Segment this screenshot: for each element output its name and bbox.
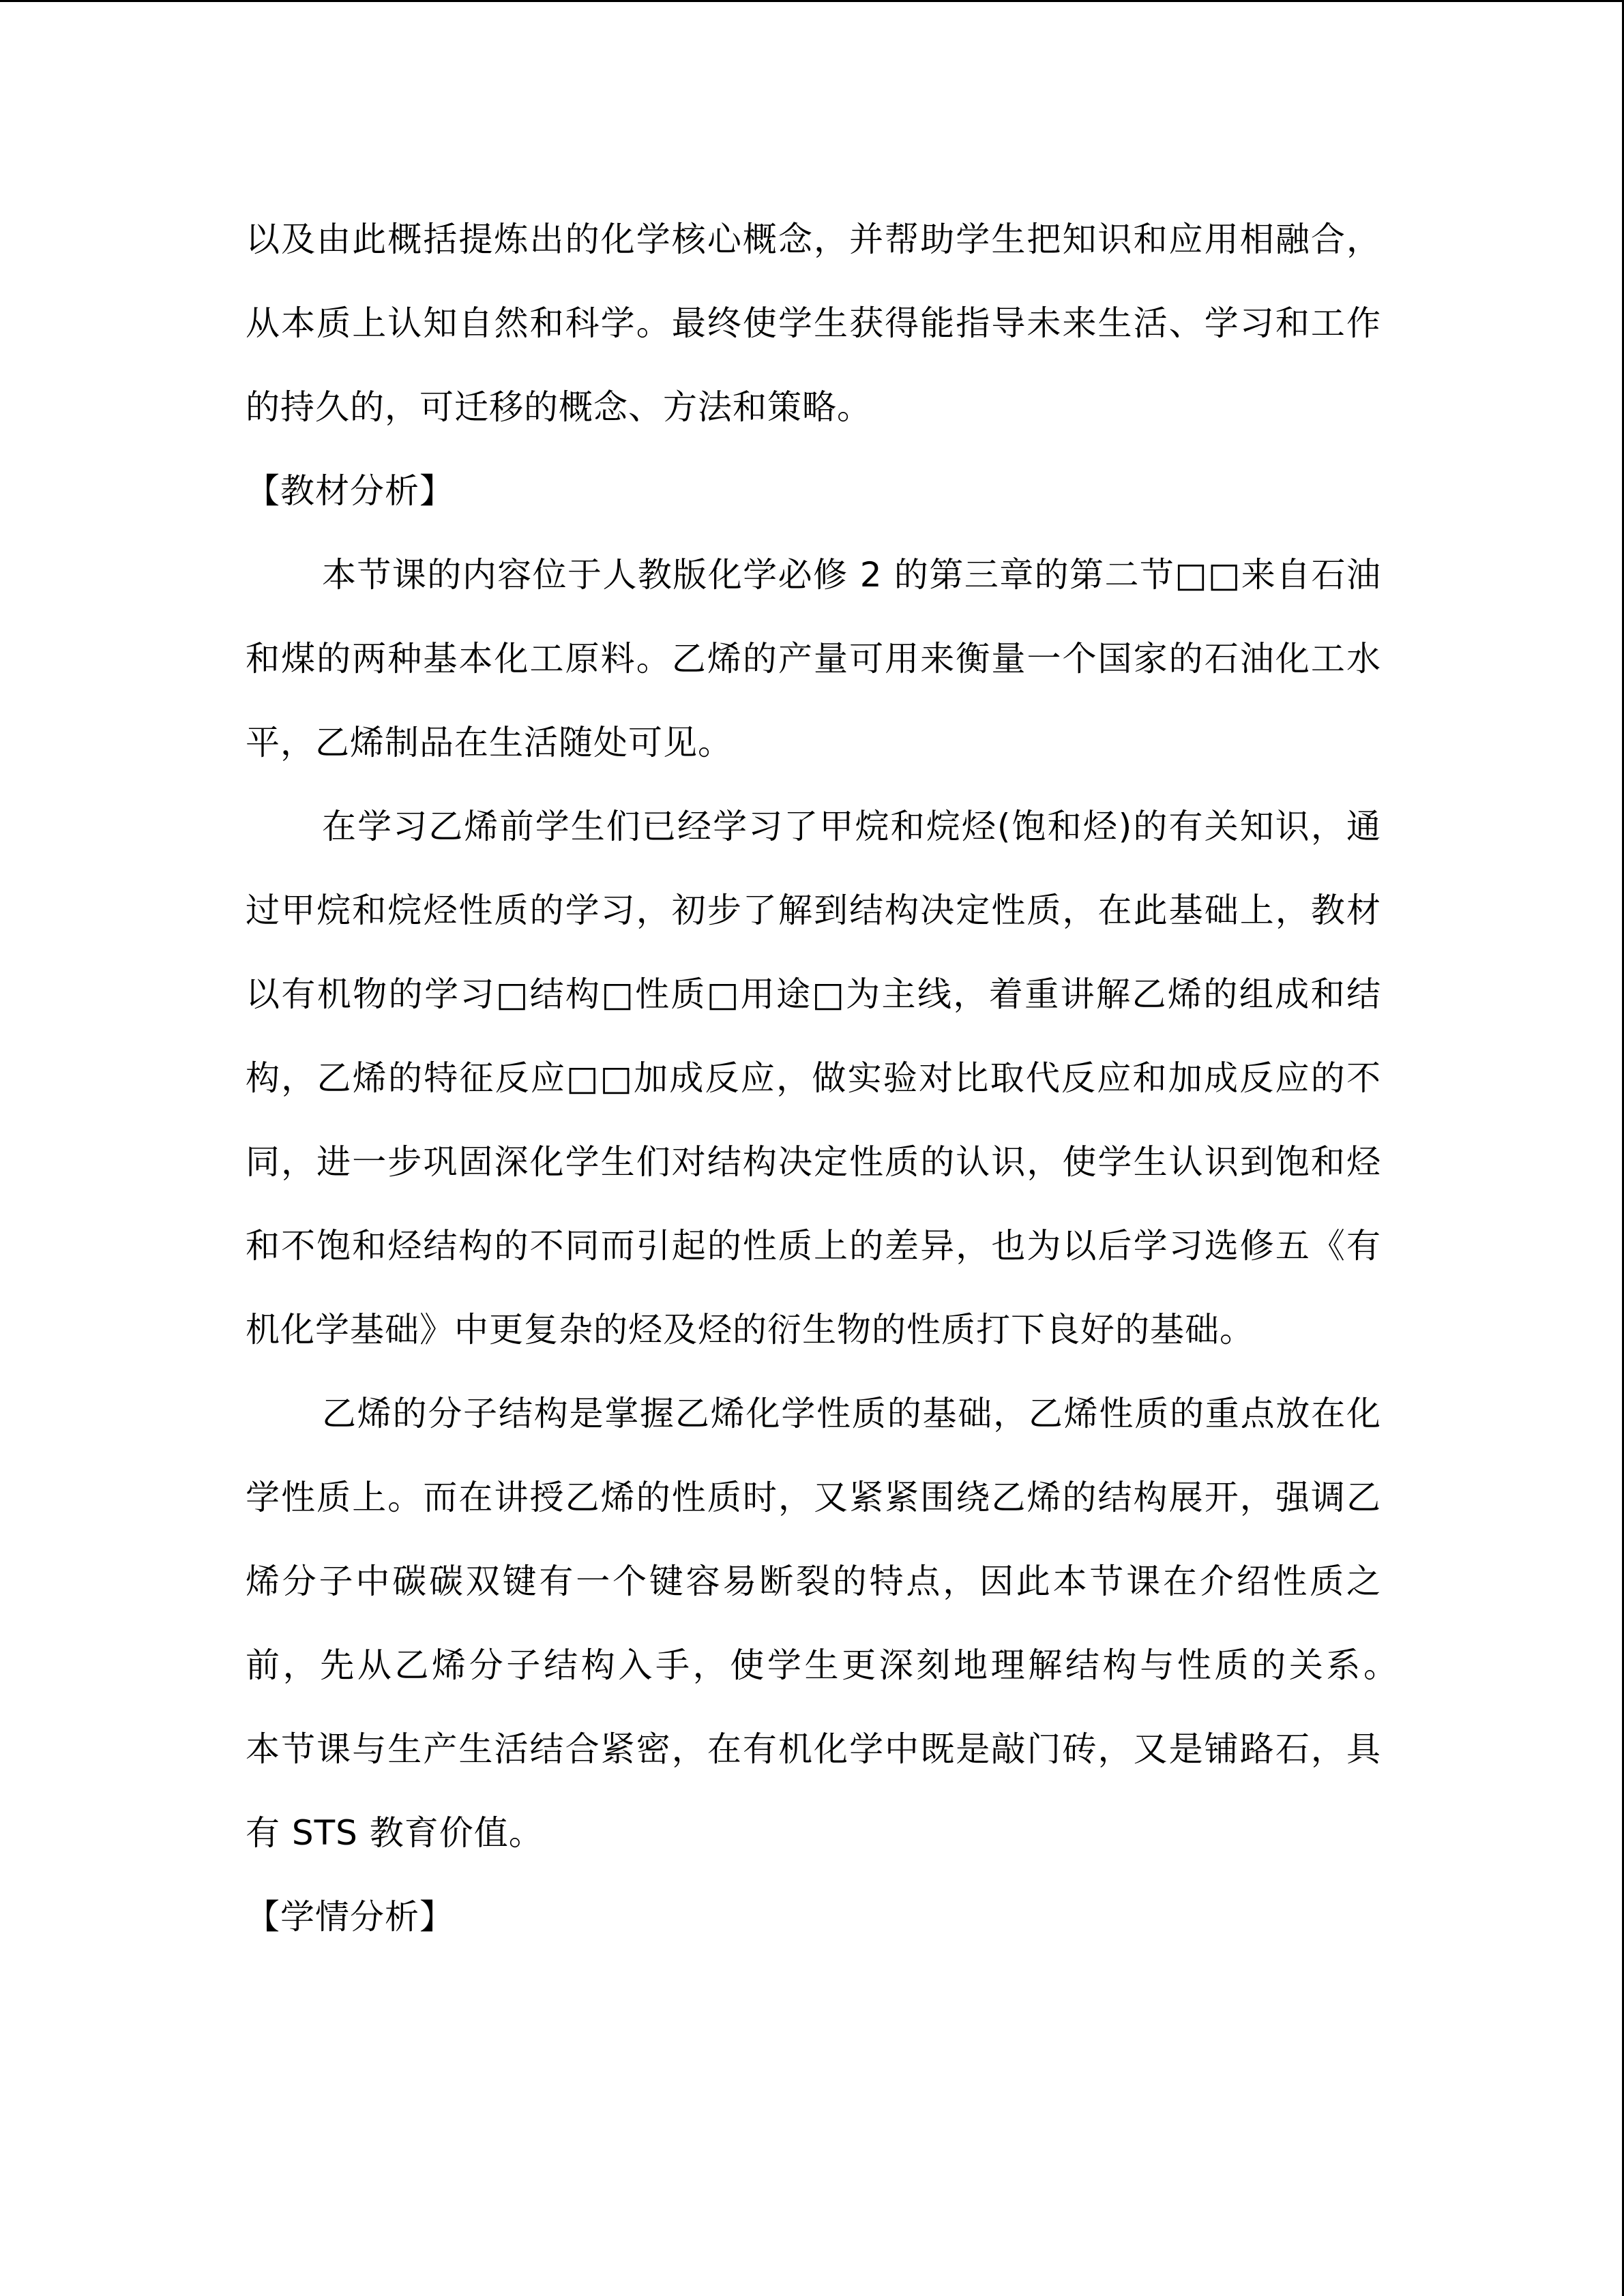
paragraph-textbook-3: 乙烯的分子结构是掌握乙烯化学性质的基础，乙烯性质的重点放在化学性质上。而在讲授乙烯的性质时，又紧紧围绕乙烯的结构展开，强调乙烯分子中碳碳双键有一个键容易断裂的特点，因此本节课在介绍性质之前，先从乙烯分子结构入手，使学生更深刻地理解结构与性质的关系。 本节课与生产生活结合紧密，在有机化学中既是敲门砖，又是铺路石，具有 STS 教育价值。 — [246, 1394, 1428, 1853]
section-heading-textbook-analysis: 【教材分析】 — [246, 471, 454, 511]
paragraph-continued: 以及由此概括提炼出的化学核心概念，并帮助学生把知识和应用相融合，从本质上认知自然和科学。最终使学生获得能指导未来生活、学习和工作的持久的，可迁移的概念、方法和策略。 — [246, 220, 1381, 427]
section-heading-student-analysis: 【学情分析】 — [246, 1897, 454, 1937]
paragraph-textbook-1: 本节课的内容位于人教版化学必修 2 的第三章的第二节□□来自石油和煤的两种基本化工原料。乙烯的产量可用来衡量一个国家的石油化工水平，乙烯制品在生活随处可见。 — [246, 555, 1381, 762]
paragraph-textbook-2: 在学习乙烯前学生们已经学习了甲烷和烷烃(饱和烃)的有关知识，通过甲烷和烷烃性质的学习，初步了解到结构决定性质，在此基础上，教材以有机物的学习□结构□性质□用途□为主线，着重讲解乙烯的组成和结构，乙烯的特征反应□□加成反应，做实验对比取代反应和加成反应的不同，进一步巩固深化学生们对结构决定性质的认识，使学生认识到饱和烃和不饱和烃结构的不同而引起的性质上的差异，也为以后学习选修五《有机化学基础》中更复杂的烃及烃的衍生物的性质打下良好的基础。 — [246, 807, 1381, 1350]
document-page — [246, 198, 1428, 1959]
top-border-line — [0, 0, 1624, 2]
